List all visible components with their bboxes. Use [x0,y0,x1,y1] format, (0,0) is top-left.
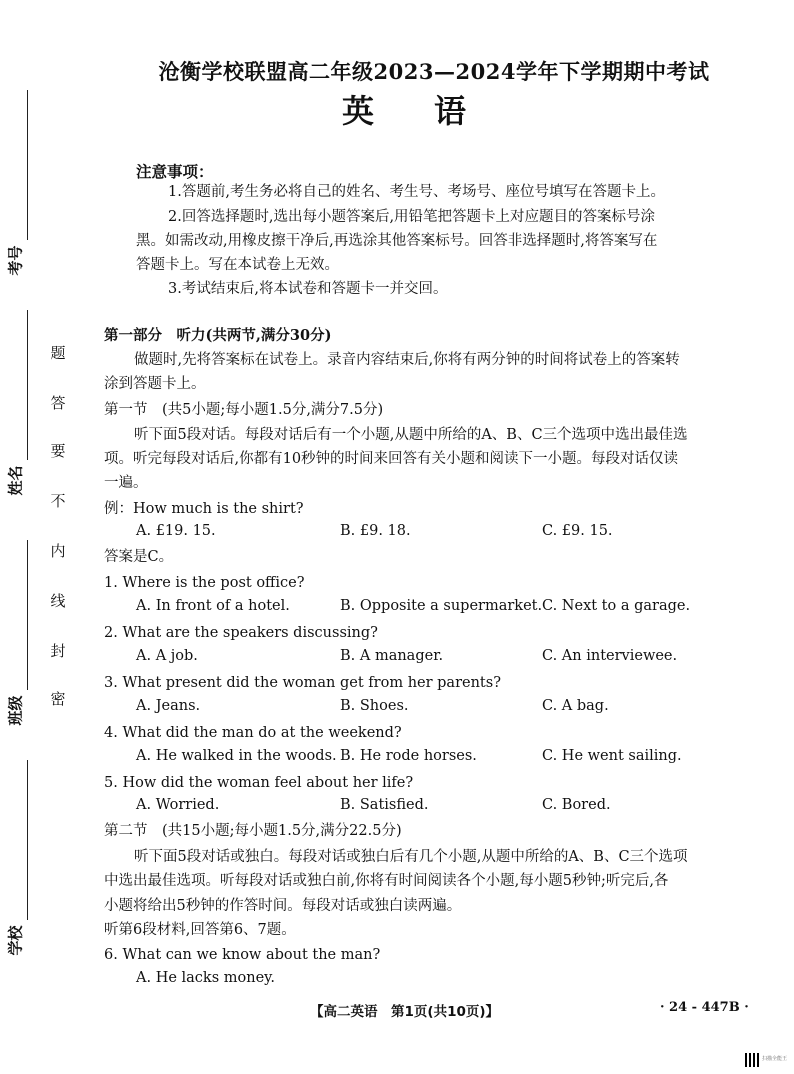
q2-option-a: A. A job. [136,648,198,664]
part1-intro: 做题时,先将答案标在试卷上。录音内容结束后,你将有两分钟的时间将试卷上的答案转 [134,352,680,368]
seal-char: 答 [50,394,66,412]
section2-heading: 第二节 (共15小题;每小题1.5分,满分22.5分) [104,823,402,839]
seal-char: 线 [50,592,66,610]
q6-option-a: A. He lacks money. [136,970,276,986]
kaohao-line [27,90,28,240]
q1-option-a: A. In front of a hotel. [136,598,290,614]
section1-intro: 一遍。 [104,475,148,491]
section1-heading: 第一节 (共5小题;每小题1.5分,满分7.5分) [104,402,384,418]
notice-line: 2.回答选择题时,选出每小题答案后,用铅笔把答题卡上对应题目的答案标号涂 [168,209,656,225]
q3-option-a: A. Jeans. [136,698,201,714]
q4-option-b: B. He rode horses. [340,748,477,764]
question-3: 3. What present did the woman get from her parents? [104,675,501,691]
example-option-c: C. £9. 15. [542,523,613,539]
qr-code-icon [745,1053,759,1067]
question-5: 5. How did the woman feel about her life? [104,775,414,791]
subject-title: 英语 [341,92,526,130]
q1-option-b: B. Opposite a supermarket. [340,598,543,614]
section2-intro: 小题将给出5秒钟的作答时间。每段对话或独白读两遍。 [104,898,462,914]
exam-title: 沧衡学校联盟高二年级2023—2024学年下学期期中考试 [158,59,710,84]
seal-char: 内 [50,542,66,560]
seal-char: 封 [50,642,66,660]
example-option-b: B. £9. 18. [340,523,411,539]
section1-intro: 项。听完每段对话后,你都有10秒钟的时间来回答有关小题和阅读下一小题。每段对话仅读 [104,451,679,467]
seal-char: 不 [50,492,66,510]
notice-line: 1.答题前,考生务必将自己的姓名、考生号、考场号、座位号填写在答题卡上。 [168,184,665,200]
q3-option-c: C. A bag. [542,698,609,714]
part1-heading: 第一部分 听力(共两节,满分30分) [104,327,332,344]
label-xingming: 姓名 [6,465,25,496]
label-banji: 班级 [6,695,25,726]
section1-intro: 听下面5段对话。每段对话后有一个小题,从题中所给的A、B、C三个选项中选出最佳选 [134,427,688,443]
q4-option-c: C. He went sailing. [542,748,682,764]
q2-option-c: C. An interviewee. [542,648,678,664]
seal-char: 密 [50,690,66,708]
section2-intro: 听下面5段对话或独白。每段对话或独白后有几个小题,从题中所给的A、B、C三个选项 [134,849,688,865]
q5-option-c: C. Bored. [542,797,611,813]
question-2: 2. What are the speakers discussing? [104,625,378,641]
label-xuexiao: 学校 [6,925,25,956]
notice-line: 答题卡上。写在本试卷上无效。 [136,257,339,273]
q5-option-b: B. Satisfied. [340,797,429,813]
example-question: 例：How much is the shirt? [104,501,304,517]
q3-option-b: B. Shoes. [340,698,409,714]
question-1: 1. Where is the post office? [104,575,305,591]
notice-line: 3.考试结束后,将本试卷和答题卡一并交回。 [168,281,448,297]
paper-code: · 24 - 447B · [660,1000,749,1015]
label-kaohao: 考号 [6,245,25,276]
example-option-a: A. £19. 15. [136,523,216,539]
xuexiao-line [27,760,28,920]
part1-intro: 涂到答题卡上。 [104,376,206,392]
seal-char: 题 [50,344,66,362]
notice-heading: 注意事项： [136,162,214,181]
example-answer: 答案是C。 [104,549,174,565]
banji-line [27,540,28,690]
scanner-stamp: 扫描全能王 [762,1056,788,1062]
question-6: 6. What can we know about the man? [104,947,381,963]
question-4: 4. What did the man do at the weekend? [104,725,402,741]
material-note: 听第6段材料,回答第6、7题。 [104,922,296,938]
page-footer: 【高二英语 第1页(共10页)】 [310,1004,500,1020]
section2-intro: 中选出最佳选项。听每段对话或独白前,你将有时间阅读各个小题,每小题5秒钟;听完后,各 [104,873,669,889]
q1-option-c: C. Next to a garage. [542,598,691,614]
q5-option-a: A. Worried. [136,797,220,813]
seal-char: 要 [50,442,66,460]
xingming-line [27,310,28,460]
notice-line: 黑。如需改动,用橡皮擦干净后,再选涂其他答案标号。回答非选择题时,将答案写在 [136,233,658,249]
binding-margin [0,0,90,1074]
q2-option-b: B. A manager. [340,648,444,664]
q4-option-a: A. He walked in the woods. [136,748,337,764]
